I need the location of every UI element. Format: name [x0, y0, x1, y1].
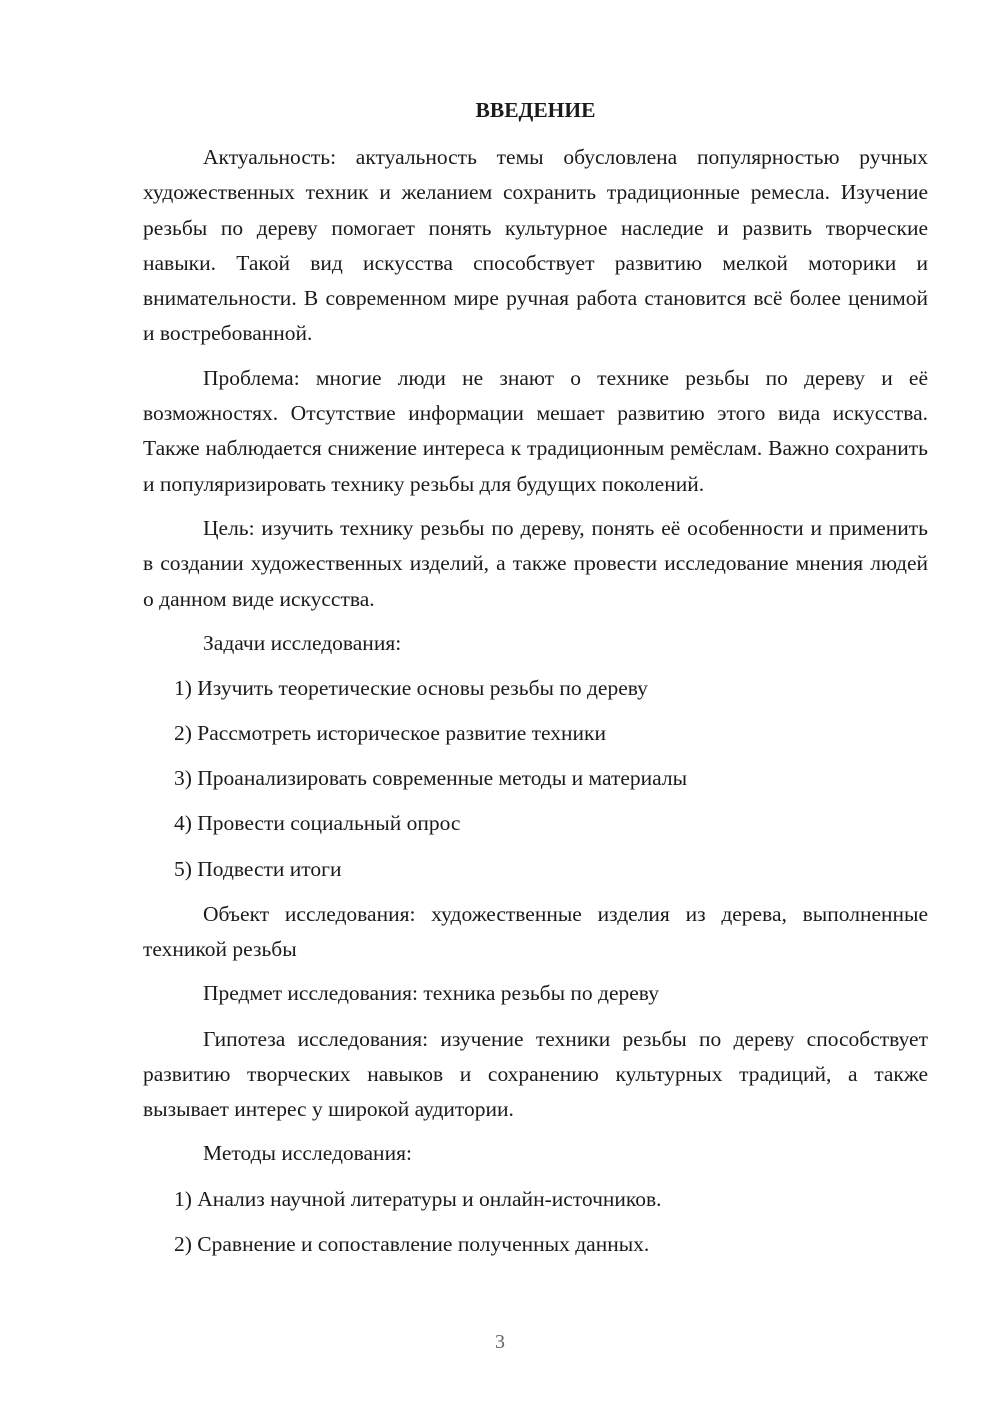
task-item: 2) Рассмотреть историческое развитие техники — [174, 721, 606, 746]
task-item: 5) Подвести итоги — [174, 856, 342, 881]
task-item: 4) Провести социальный опрос — [174, 811, 461, 836]
document-page — [143, 88, 928, 1272]
hypothesis-paragraph: Гипотеза исследования: изучение техники резьбы по дереву способствует развитию творческих навыков и сохранению культурных традиций, а также вызывает интерес у широкой аудитории. — [143, 1026, 928, 1122]
tasks-heading: Задачи исследования: — [203, 630, 402, 655]
method-item: 2) Сравнение и сопоставление полученных данных. — [174, 1231, 650, 1256]
subject-paragraph: Предмет исследования: техника резьбы по дереву — [203, 981, 659, 1006]
tasks-list — [143, 671, 928, 887]
section-title: ВВЕДЕНИЕ — [475, 98, 596, 122]
goal-paragraph: Цель: изучить технику резьбы по дереву, понять её особенности и применить в создании художественных изделий, а также провести исследование мнения людей о данном виде искусства. — [143, 515, 928, 611]
methods-heading: Методы исследования: — [203, 1141, 412, 1166]
methods-list — [143, 1182, 928, 1262]
task-item: 3) Проанализировать современные методы и материалы — [174, 766, 688, 791]
task-item: 1) Изучить теоретические основы резьбы по дереву — [174, 676, 648, 701]
method-item: 1) Анализ научной литературы и онлайн-источников. — [174, 1186, 662, 1211]
page-number: 3 — [495, 1331, 505, 1353]
problem-paragraph: Проблема: многие люди не знают о технике резьбы по дереву и её возможностях. Отсутствие информации мешает развитию этого вида искусства. Также наблюдается снижение интереса к традиционным ремёслам. Важно сохранить и популяризировать технику резьбы для будущих поколений. — [143, 365, 928, 496]
object-paragraph: Объект исследования: художественные изделия из дерева, выполненные техникой резьбы — [143, 901, 928, 961]
relevance-paragraph: Актуальность: актуальность темы обусловлена популярностью ручных художественных техник и желанием сохранить традиционные ремесла. Изучение резьбы по дереву помогает понять культурное наследие и развить творческие навыки. Такой вид искусства способствует развитию мелкой моторики и внимательности. В современном мире ручная работа становится всё более ценимой и востребованной. — [143, 145, 928, 346]
